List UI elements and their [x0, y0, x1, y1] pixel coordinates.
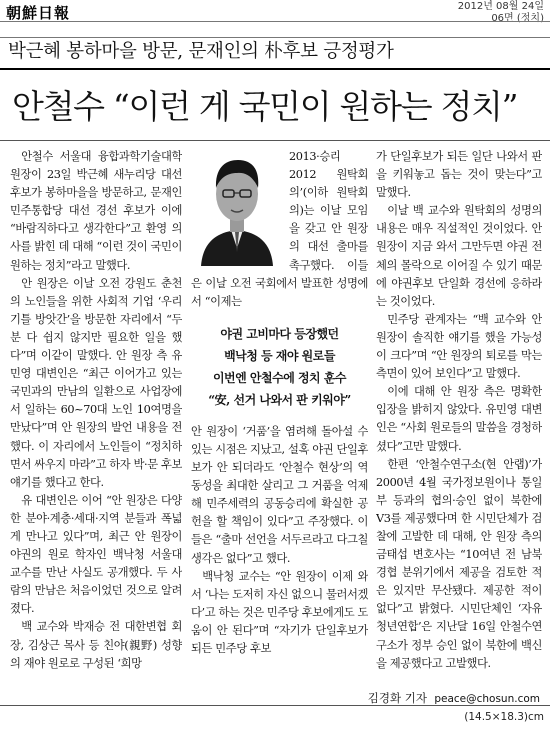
pull-quote-line: 백낙청 등 재야 원로들	[224, 348, 335, 363]
divider	[0, 68, 550, 70]
paragraph: 한편 ‘안철수연구소(현 안랩)’가 2000년 4월 국가정보원이나 통일부 등과의 협의·승인 없이 북한에 V3를 제공했다며 한 시민단체가 검찰에 고발한 데 대해, 안 원장 측의 금태섭 변호사는 “10여년 전 남북경협 분위기에서 제공을 검토한 적은 있지만 무산됐다. 제공한 적이 없다”고 밝혔다. 시민단체인 ‘자유청년연합’은 지난달 16일 안철수연구소가 정부 승인 없이 북한에 백신을 제공했다고 고발했다.	[376, 457, 542, 670]
main-headline: 안철수 “이런 게 국민이 원하는 정치”	[12, 87, 518, 126]
paragraph: 2013·승리 2012 원탁회의’(이하 원탁회의)는 이날 모임을 갖고 안 원장의 대선 출마를 촉구했다. 이들은 이날 오전 국회에서 발표한 성명에서 “이제는	[191, 150, 368, 308]
article-column-2	[191, 148, 368, 688]
publication-date: 2012년 08월 24일	[457, 1, 544, 12]
article-size: (14.5×18.3)cm	[464, 711, 544, 723]
article-column-1	[10, 148, 182, 688]
paragraph: 안철수 서울대 융합과학기술대학원장이 23일 박근혜 새누리당 대선 후보가 봉하마을을 방문하고, 문재인 민주통합당 대선 경선 후보가 이에 “바람직하다고 생각한다”고 환영 의사를 밝힌 데 대해 “이런 것이 국민이 원하는 정치”라고 말했다.	[10, 150, 182, 272]
newspaper-logo: 朝鮮日報	[6, 4, 71, 22]
paragraph: 안 원장은 이날 오전 강원도 춘천의 노인들을 위한 사회적 기업 ‘우리 기틀 방앗간’을 방문한 자리에서 “두 분 다 쉽지 않지만 필요한 일을 했다”며 이같이 말했다. 안 원장 측 유민영 대변인은 “최근 이어가고 있는 국민과의 만남의 일환으로 사업장에서 일하는 60~70대 노인 10여명을 만났다”며 안 원장의 발언 내용을 전했다. 이 자리에서 노인들이 “정치하면서 싸우지 마라”고 하자 박·문 후보 얘기를 했다고 한다.	[10, 276, 182, 489]
paragraph: 이에 대해 안 원장 측은 명확한 입장을 밝히지 않았다. 유민영 대변인은 “사회 원로들의 말씀을 경청하셨다”고만 말했다.	[376, 385, 542, 453]
reporter-email: peace@chosun.com	[434, 693, 540, 705]
pull-quote-line: “安, 선거 나와서 판 키워야”	[208, 392, 351, 407]
paragraph: 이날 백 교수와 원탁회의 성명의 내용은 매우 직설적인 것이었다. 안 원장이 지금 와서 그만두면 야권 전체의 몰락으로 이어질 수 있기 때문에 야권후보 단일화 경선에 응하라는 것이었다.	[376, 204, 542, 308]
article-column-3	[376, 148, 542, 688]
pull-quote-line: 이번엔 안철수에 정치 훈수	[212, 370, 347, 385]
kicker-headline: 박근혜 봉하마을 방문, 문재인의 朴후보 긍정평가	[8, 41, 394, 62]
pull-quote	[191, 319, 368, 415]
paragraph: 민주당 관계자는 “백 교수와 안 원장이 솔직한 얘기를 했을 가능성이 크다”며 “안 원장의 퇴로를 막는 측면이 있어 보인다”고 말했다.	[376, 312, 542, 381]
divider	[0, 21, 550, 22]
divider	[0, 140, 550, 141]
byline	[368, 690, 540, 706]
paragraph: 유 대변인은 이어 “안 원장은 다양한 분야·계층·세대·지역 분들과 폭넓게 만나고 있다”며, 최근 안 원장이 야권의 원로 학자인 백낙청 서울대 교수를 만난 사실도 공개했다. 두 사람의 만남은 처음이었던 것으로 알려졌다.	[10, 493, 182, 616]
paragraph: 백낙청 교수는 “안 원장이 이제 와서 ‘나는 도저히 자신 없으니 물러서겠다’고 하는 것은 민주당 후보에게도 도움이 안 된다”며 “자기가 단일후보가 되든 민주당 후보	[191, 569, 368, 655]
pull-quote-line: 야권 고비마다 등장했던	[220, 326, 339, 341]
page-section: 06면 (정치)	[491, 13, 544, 24]
paragraph: 백 교수와 박재승 전 대한변협 회장, 김상근 목사 등 친야(親野) 성향의 재야 원로로 구성된 ‘희망	[10, 620, 182, 670]
divider	[0, 705, 550, 706]
paragraph: 안 원장이 ‘거품’을 염려해 돌아설 수 있는 시점은 지났고, 설혹 야권 단일후보가 안 되더라도 ‘안철수 현상’의 역동성을 최대한 살리고 그 거품을 억제해 민주세력의 공동승리에 확실한 공헌을 할 책임이 있다”고 주장했다. 이들은 “출마 선언을 서두르라고 다그칠 생각은 없다”고 했다.	[191, 424, 368, 565]
reporter-name: 김경화 기자	[367, 691, 427, 705]
paragraph: 가 단일후보가 되든 일단 나와서 판을 키워놓고 돕는 것이 맞는다”고 말했다.	[376, 150, 542, 200]
portrait-photo	[191, 148, 283, 266]
masthead	[0, 0, 550, 38]
